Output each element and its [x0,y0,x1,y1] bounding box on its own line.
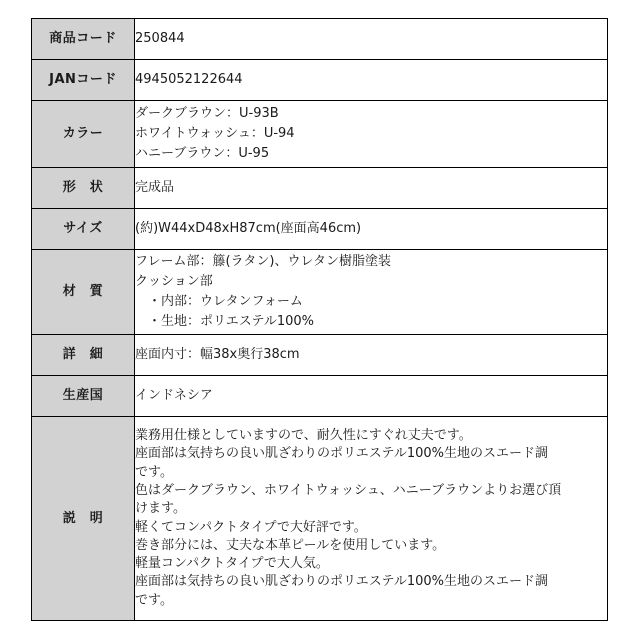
spec-row-description [32,417,608,621]
country-value [135,376,608,417]
color-option-white-wash: ホワイトウォッシュ：U-94 [135,126,295,141]
spec-row-size [32,209,608,250]
spec-row-product-code [32,19,608,60]
detail-label: 詳 細 [32,335,135,376]
jan-code-value [135,60,608,101]
description-line: 色はダークブラウン、ホワイトウォッシュ、ハニーブラウンよりお選び頂 [135,482,562,498]
product-code-value [135,19,608,60]
shape-label: 形 状 [32,168,135,209]
spec-row-jan-code [32,60,608,101]
spec-row-material [32,250,608,335]
material-frame-text: フレーム部：籐(ラタン)、ウレタン樹脂塗装 [135,254,391,269]
spec-row-country [32,376,608,417]
color-option-dark-brown: ダークブラウン：U-93B [135,106,279,121]
material-fabric-text: ・生地：ポリエステル100% [135,314,314,329]
country-label: 生産国 [32,376,135,417]
shape-text: 完成品 [135,180,175,195]
spec-row-shape [32,168,608,209]
description-value [135,417,608,621]
description-line: 軽くてコンパクトタイプで大好評です。 [135,519,367,535]
description-line: 座面部は気持ちの良い肌ざわりのポリエステル100%生地のスエード調 [135,574,548,590]
material-value [135,250,608,335]
spec-row-detail [32,335,608,376]
detail-value [135,335,608,376]
country-text: インドネシア [135,388,213,403]
material-cushion-text: クッション部 [135,274,213,289]
description-line: 座面部は気持ちの良い肌ざわりのポリエステル100%生地のスエード調 [135,446,548,462]
material-label: 材 質 [32,250,135,335]
description-label: 説 明 [32,417,135,621]
product-spec-table [31,18,608,621]
description-line: です。 [135,464,173,480]
description-line: けます。 [135,501,186,517]
description-line: 巻き部分には、丈夫な本革ピールを使用しています。 [135,537,446,553]
detail-text: 座面内寸：幅38x奥行38cm [135,347,300,362]
description-line: 軽量コンパクトタイプで大人気。 [135,556,329,572]
spec-row-color [32,101,608,168]
shape-value [135,168,608,209]
material-inner-text: ・内部：ウレタンフォーム [135,294,303,309]
jan-code-label: JANコード [32,60,135,101]
description-line: 業務用仕様としていますので、耐久性にすぐれ丈夫です。 [135,428,472,444]
description-line: です。 [135,592,173,608]
size-value [135,209,608,250]
jan-code-text: 4945052122644 [135,72,243,87]
color-label: カラー [32,101,135,168]
product-code-label: 商品コード [32,19,135,60]
product-code-text: 250844 [135,31,185,46]
size-text: (約)W44xD48xH87cm(座面高46cm) [135,221,362,236]
color-option-honey-brown: ハニーブラウン：U-95 [135,146,270,161]
size-label: サイズ [32,209,135,250]
color-value [135,101,608,168]
